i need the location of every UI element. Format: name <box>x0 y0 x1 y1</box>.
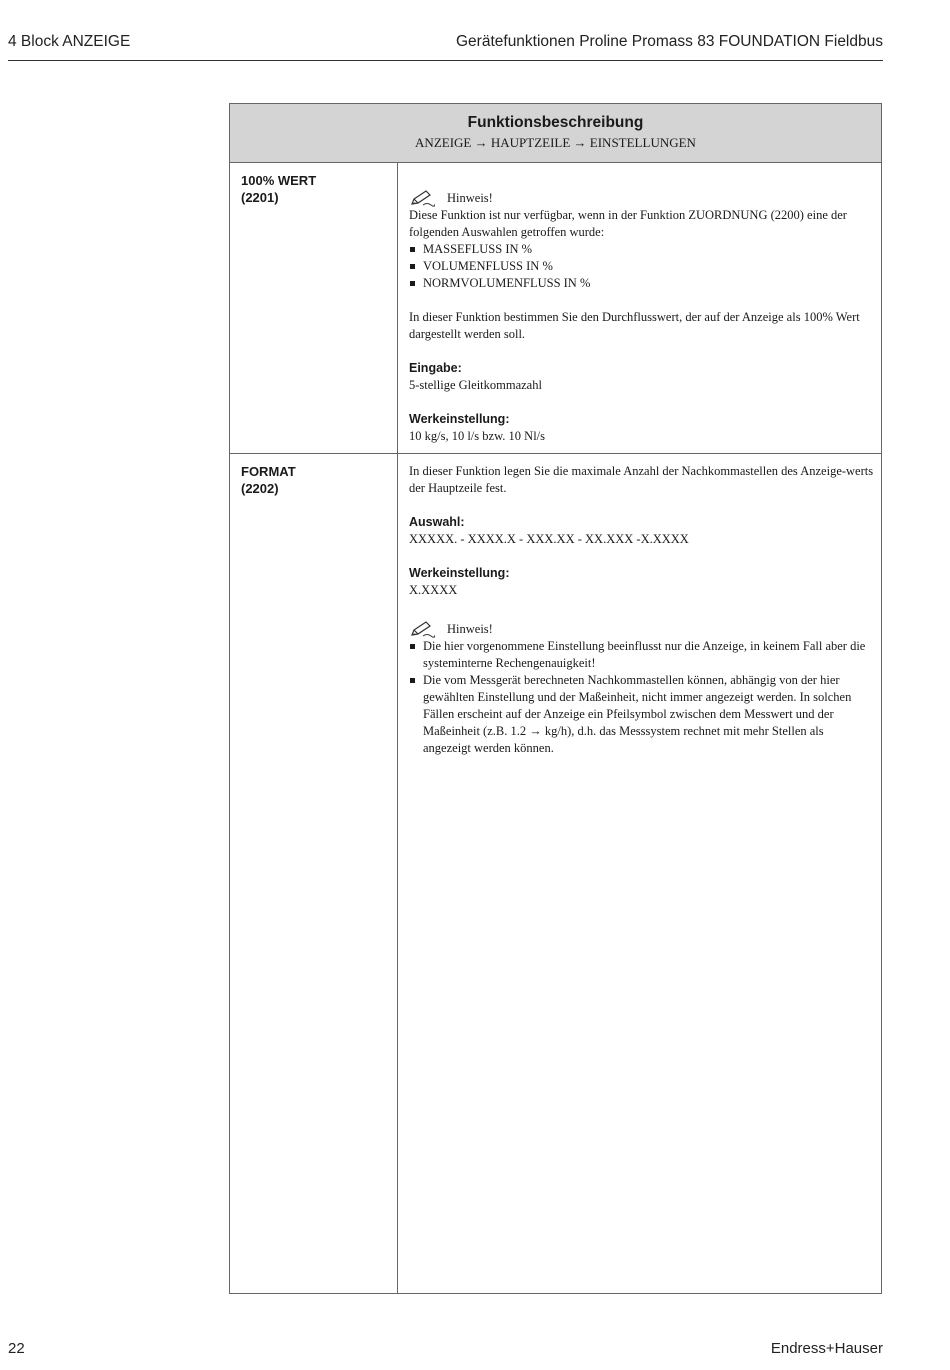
pencil-note-icon <box>409 620 435 638</box>
function-description-100-wert <box>409 185 874 445</box>
function-name-format <box>241 463 296 497</box>
brand-name: Endress+Hauser <box>770 1340 883 1357</box>
input-value: 5-stellige Gleitkommazahl <box>409 378 542 392</box>
function-code: (2202) <box>241 481 279 496</box>
default-value: 10 kg/s, 10 l/s bzw. 10 Nl/s <box>409 429 545 443</box>
note-label: Hinweis! <box>447 622 493 636</box>
note-heading <box>409 185 874 207</box>
list-item: Die hier vorgenommene Einstellung beeinflusst nur die Anzeige, in keinem Fall aber die systeminterne Rechengenauigkeit! <box>409 638 874 672</box>
function-description-format <box>409 463 874 757</box>
choice-value: XXXXX. - XXXX.X - XXX.XX - XX.XXX -X.XXXX <box>409 532 689 546</box>
running-header-section: 4 Block ANZEIGE <box>8 33 131 50</box>
list-item: VOLUMENFLUSS IN % <box>409 258 874 275</box>
input-label: Eingabe: <box>409 361 462 375</box>
function-table <box>229 103 882 1294</box>
list-item: NORMVOLUMENFLUSS IN % <box>409 275 874 292</box>
description-text: In dieser Funktion legen Sie die maximale Anzahl der Nachkommastellen des Anzeige-werts der Hauptzeile fest. <box>409 464 874 495</box>
menu-path: ANZEIGE → HAUPTZEILE → EINSTELLUNGEN <box>415 135 696 150</box>
description-text: In dieser Funktion bestimmen Sie den Durchflusswert, der auf der Anzeige als 100% Wert dargestellt werden soll. <box>409 310 860 341</box>
note-list <box>409 638 874 757</box>
note-label: Hinweis! <box>447 191 493 205</box>
table-header <box>230 104 881 163</box>
default-label: Werkeinstellung: <box>409 566 510 580</box>
choice-label: Auswahl: <box>409 515 465 529</box>
page-number: 22 <box>8 1340 25 1357</box>
pencil-note-icon <box>409 189 435 207</box>
default-label: Werkeinstellung: <box>409 412 510 426</box>
function-name: 100% WERT <box>241 173 317 188</box>
list-item: Die vom Messgerät berechneten Nachkommastellen können, abhängig von der hier gewählten Einstellung und der Maßeinheit, nicht immer angezeigt werden. In solchen Fällen erscheint auf der Anzeige ein Pfeilsymbol zwischen dem Messwert und der Maßeinheit (z.B. 1.2 → kg/h), d.h. das Messsystem rechnet mit mehr Stellen als angezeigt werden können. <box>409 672 874 757</box>
running-header-title: Gerätefunktionen Proline Promass 83 FOUNDATION Fieldbus <box>456 33 883 50</box>
option-list <box>409 241 874 292</box>
function-name: FORMAT <box>241 464 296 479</box>
header-rule <box>8 60 883 61</box>
function-code: (2201) <box>241 190 279 205</box>
column-divider <box>397 162 398 1293</box>
note-heading <box>409 616 874 638</box>
row-divider <box>230 453 881 454</box>
default-value: X.XXXX <box>409 583 458 597</box>
note-text: Diese Funktion ist nur verfügbar, wenn in der Funktion ZUORDNUNG (2200) eine der folgenden Auswahlen getroffen wurde: <box>409 208 847 239</box>
list-item: MASSEFLUSS IN % <box>409 241 874 258</box>
function-name-100-wert <box>241 172 316 206</box>
table-title: Funktionsbeschreibung <box>467 114 644 131</box>
